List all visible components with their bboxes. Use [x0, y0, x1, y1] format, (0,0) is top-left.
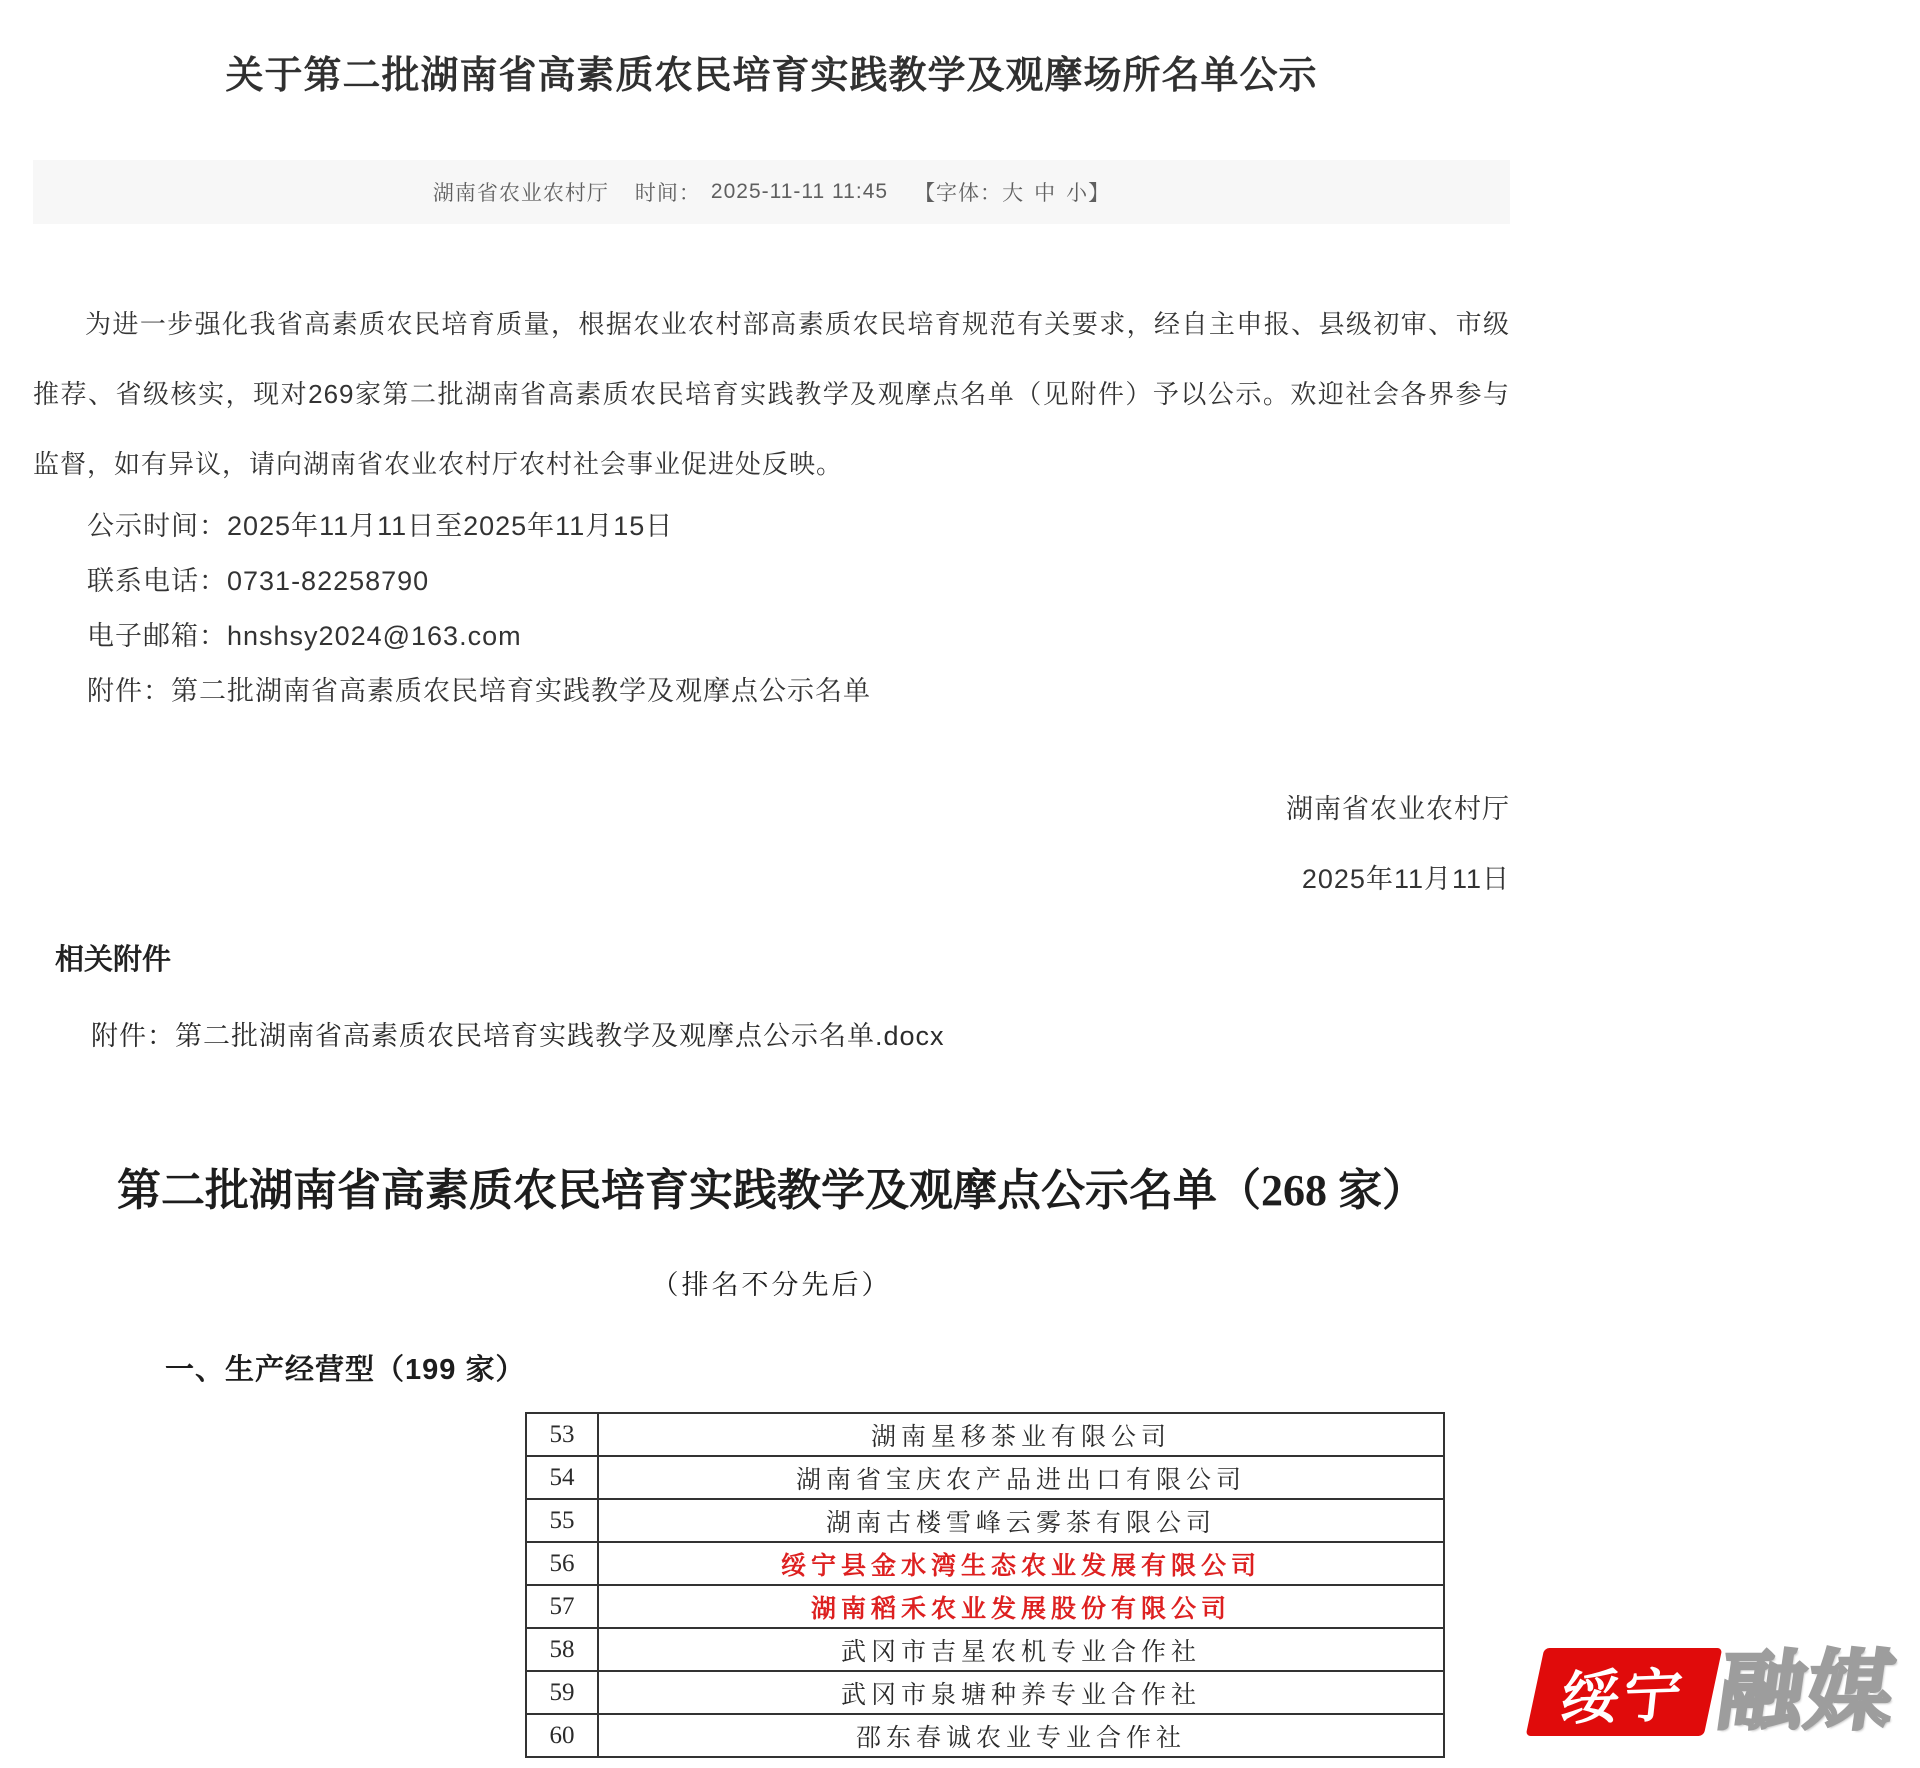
- row-number: 54: [526, 1456, 598, 1499]
- document-subtitle: （排名不分先后）: [651, 1270, 892, 1300]
- watermark-badge-text: 绥宁: [1557, 1662, 1690, 1733]
- signature-organization: 湖南省农业农村厅: [1286, 794, 1510, 824]
- table-row: [526, 1628, 1444, 1671]
- attachment-download-line: [91, 1018, 1510, 1054]
- table-row: [526, 1499, 1444, 1542]
- time-label: 时间：: [634, 182, 701, 205]
- row-number: 60: [526, 1714, 598, 1757]
- font-size-large-button[interactable]: 大: [1002, 182, 1025, 205]
- row-number: 53: [526, 1413, 598, 1456]
- article-meta-bar: [33, 160, 1510, 224]
- attachment-docx-link[interactable]: 第二批湖南省高素质农民培育实践教学及观摩点公示名单.docx: [175, 1021, 945, 1051]
- publish-time: 2025-11-11 11:45: [710, 180, 889, 203]
- company-name: 武冈市泉塘种养专业合作社: [598, 1671, 1444, 1714]
- notice-paragraph: 为进一步强化我省高素质农民培育质量，根据农业农村部高素质农民培育规范有关要求，经自主申报、县级初审、市级推荐、省级核实，现对269家第二批湖南省高素质农民培育实践教学及观摩点名单（见附件）予以公示。欢迎社会各界参与监督，如有异议，请向湖南省农业农村厅农村社会事业促进处反映。: [33, 309, 1510, 479]
- font-size-label-close: 】: [1088, 182, 1111, 205]
- table-row: [526, 1413, 1444, 1456]
- section-heading-production-type: 一、生产经营型（199 家）: [165, 1354, 526, 1386]
- table-row: [526, 1456, 1444, 1499]
- row-number: 56: [526, 1542, 598, 1585]
- company-table-body: [526, 1413, 1444, 1757]
- table-row: [526, 1585, 1444, 1628]
- media-watermark-logo: [1535, 1644, 1902, 1740]
- row-number: 57: [526, 1585, 598, 1628]
- table-row: [526, 1714, 1444, 1757]
- font-size-label-open: 【字体：: [914, 182, 1003, 205]
- source-department: 湖南省农业农村厅: [432, 182, 609, 205]
- attachment-label: 附件：: [91, 1021, 175, 1051]
- contact-phone-line: 联系电话：0731-82258790: [87, 566, 430, 596]
- company-name: 湖南星移茶业有限公司: [598, 1413, 1444, 1456]
- article-content: [33, 0, 1510, 1758]
- row-number: 55: [526, 1499, 598, 1542]
- company-list-table: [525, 1412, 1445, 1758]
- watermark-red-badge: [1526, 1648, 1723, 1736]
- signature-date: 2025年11月11日: [1301, 864, 1510, 894]
- company-name: 湖南稻禾农业发展股份有限公司: [598, 1585, 1444, 1628]
- font-size-medium-button[interactable]: 中: [1034, 182, 1057, 205]
- publicity-period-line: 公示时间：2025年11月11日至2025年11月15日: [87, 511, 674, 541]
- watermark-outline-text: 融媒: [1712, 1644, 1902, 1740]
- notice-details: [33, 499, 1510, 719]
- attachment-reference-line: 附件：第二批湖南省高素质农民培育实践教学及观摩点公示名单: [87, 676, 871, 706]
- page-title: 关于第二批湖南省高素质农民培育实践教学及观摩场所名单公示: [225, 55, 1318, 97]
- row-number: 59: [526, 1671, 598, 1714]
- company-name: 邵东春诚农业专业合作社: [598, 1714, 1444, 1757]
- row-number: 58: [526, 1628, 598, 1671]
- company-name: 绥宁县金水湾生态农业发展有限公司: [598, 1542, 1444, 1585]
- company-name: 湖南古楼雪峰云雾茶有限公司: [598, 1499, 1444, 1542]
- company-name: 湖南省宝庆农产品进出口有限公司: [598, 1456, 1444, 1499]
- company-name: 武冈市吉星农机专业合作社: [598, 1628, 1444, 1671]
- table-row: [526, 1671, 1444, 1714]
- related-attachments-heading: 相关附件: [55, 944, 172, 976]
- document-title: 第二批湖南省高素质农民培育实践教学及观摩点公示名单（268 家）: [117, 1166, 1426, 1215]
- font-size-small-button[interactable]: 小: [1066, 182, 1089, 205]
- table-row: [526, 1542, 1444, 1585]
- contact-email-line: 电子邮箱：hnshsy2024@163.com: [87, 621, 522, 651]
- signature-block: [33, 774, 1510, 914]
